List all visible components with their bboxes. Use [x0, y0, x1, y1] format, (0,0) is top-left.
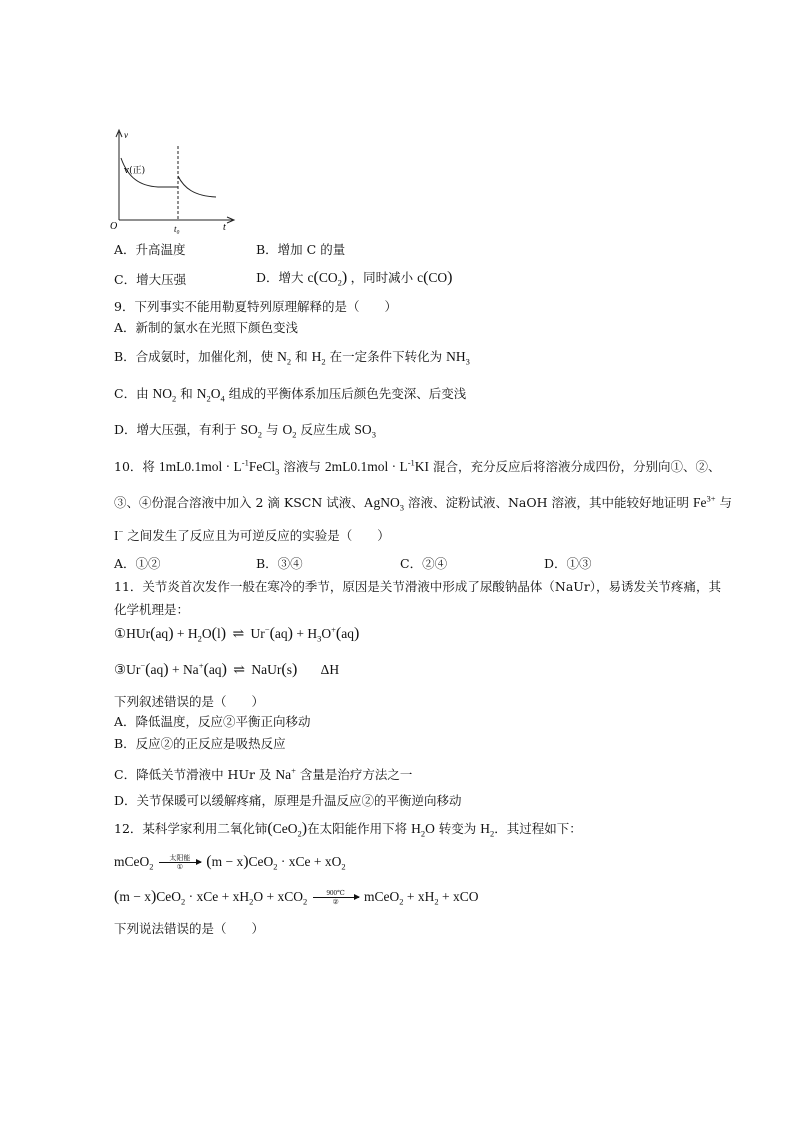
origin-label: O — [110, 221, 118, 232]
q11-equation-2: ③Ur−(aq) + Na+(aq) ⇌ NaUr(s) ΔH — [114, 660, 340, 678]
q11-stem: 下列叙述错误的是（ ） — [114, 694, 265, 709]
q10-line-3: I− 之间发生了反应且为可逆反应的实验是（ ） — [114, 526, 390, 543]
reaction-arrow-1: 太阳能 ① — [159, 854, 201, 871]
q9-option-d[interactable]: D．增大压强，有利于 $SO_2$ 与 $O_2$ 反应生成 $SO_3$ — [114, 422, 376, 440]
q10-option-d[interactable]: D．①③ — [544, 556, 592, 571]
q8-option-a[interactable]: A．升高温度 — [114, 242, 186, 257]
q8-option-d[interactable]: D．增大 $c(CO_2)$ ，同时减小 c(CO) — [256, 269, 453, 288]
q9-option-a[interactable]: A．新制的氯水在光照下颜色变浅 — [114, 320, 299, 335]
q12-stem: 下列说法错误的是（ ） — [114, 921, 265, 936]
q10-option-a[interactable]: A．①② — [114, 556, 161, 571]
q8-option-c[interactable]: C．增大压强 — [114, 272, 187, 287]
q8-option-b[interactable]: B．增加 C 的量 — [256, 242, 346, 257]
q11-option-a[interactable]: A．降低温度，反应②平衡正向移动 — [114, 714, 311, 729]
q12-line-1: 12．某科学家利用二氧化铈(CeO$_2$)在太阳能作用下将 $H_2O$ 转变为 $H_2$．其过程如下： — [114, 820, 582, 839]
q9-option-c[interactable]: C．由 $NO_2$ 和 $N_2O_4$ 组成的平衡体系加压后颜色先变深、后变浅 — [114, 386, 467, 404]
q10-option-b[interactable]: B．③④ — [256, 556, 303, 571]
reaction-arrow-2: 900℃ ② — [313, 889, 359, 906]
q11-line-2: 化学机理是： — [114, 602, 190, 617]
q12-equation-2: (m − x)CeO$_2$ · xCe + $xH_2O + xCO_2$ 900℃ ② mCeO$_2$ + $xH_2$ + xCO — [114, 888, 479, 907]
x-axis-label: t — [223, 222, 226, 233]
q10-option-c[interactable]: C．②④ — [400, 556, 448, 571]
y-axis-label: v — [124, 130, 128, 140]
curve-label: v(正) — [124, 166, 146, 176]
q10-line-1: 10．将 $1mL0.1mol \cdot L^{-1}FeCl_3$ 溶液与 $2mL0.1mol \cdot L^{-1}KI$ 混合，充分反应后将溶液分成四份，分别向①、②、 — [114, 457, 721, 477]
t0-label: t₀ — [174, 224, 180, 234]
q10-line-2: ③、④份混合溶液中加入 2 滴 KSCN 试液、AgNO$_3$ 溶液、淀粉试液、NaOH 溶液，其中能较好地证明 $Fe^{3+}$ 与 — [114, 493, 733, 513]
q11-option-b[interactable]: B．反应②的正反应是吸热反应 — [114, 736, 286, 751]
q11-option-d[interactable]: D．关节保暖可以缓解疼痛，原理是升温反应②的平衡逆向移动 — [114, 793, 462, 808]
q12-equation-1: mCeO$_2$ 太阳能 ① (m − x)CeO$_2$ · xCe + $xO_2$ — [114, 853, 346, 872]
rate-time-graph — [108, 126, 238, 236]
q11-option-c[interactable]: C．降低关节滑液中 HUr 及 Na+ 含量是治疗方法之一 — [114, 765, 413, 782]
q9-stem: 9．下列事实不能用勒夏特列原理解释的是（ ） — [114, 299, 397, 314]
q11-equation-1: ①HUr(aq) + $H_2O(l)$ ⇌ $Ur^-(aq) + H_3O^+(aq)$ — [114, 624, 360, 644]
q11-line-1: 11．关节炎首次发作一般在寒冷的季节，原因是关节滑液中形成了尿酸钠晶体（NaUr），易诱发关节疼痛，其 — [114, 579, 722, 594]
forward-rate-curve-after — [178, 176, 216, 197]
q9-option-b[interactable]: B．合成氨时，加催化剂，使 $N_2$ 和 $H_2$ 在一定条件下转化为 $NH_3$ — [114, 349, 470, 367]
